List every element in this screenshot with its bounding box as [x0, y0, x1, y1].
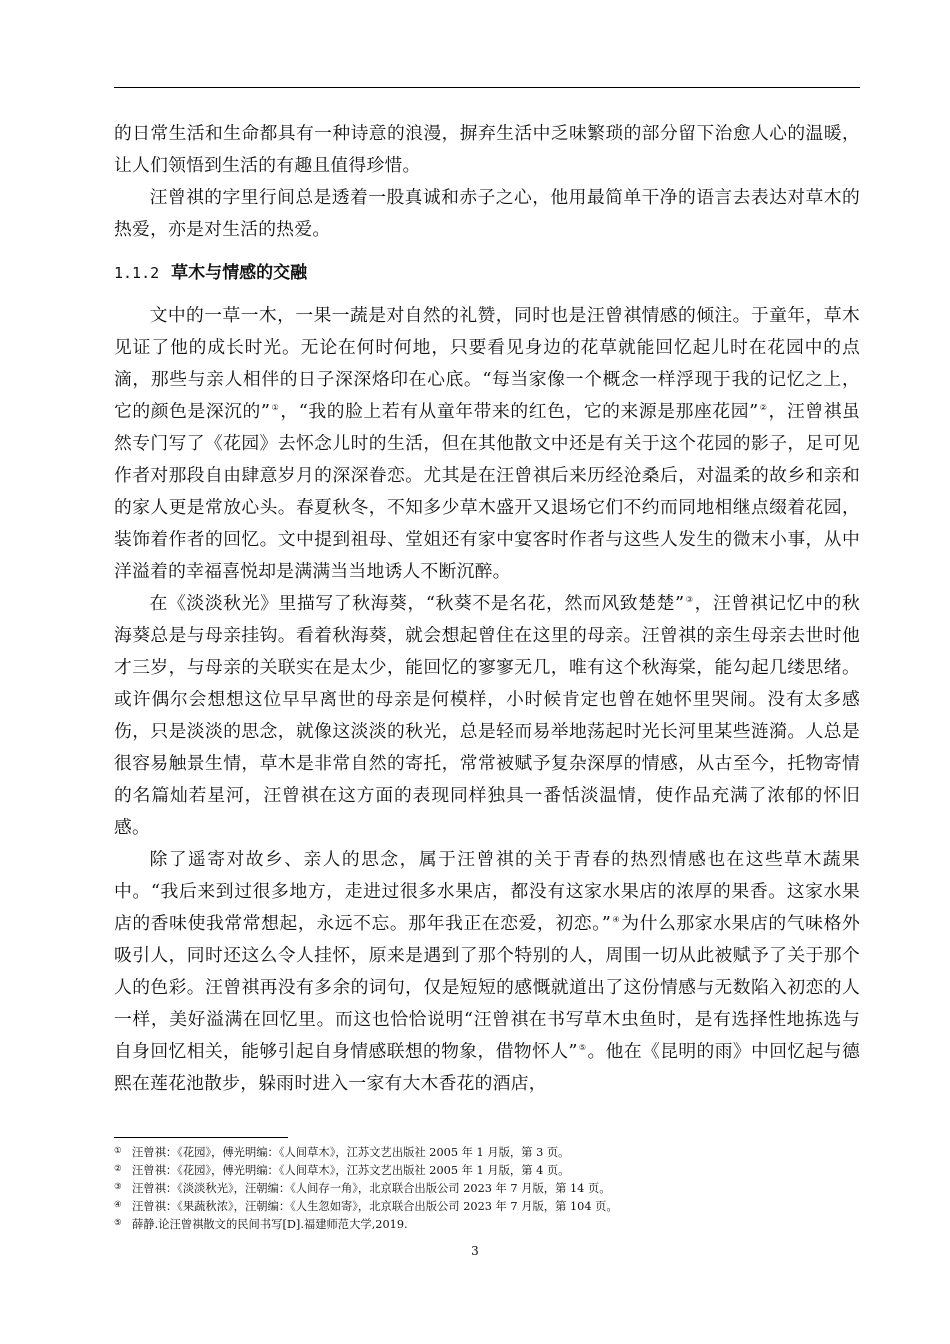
paragraph-sincerity: 汪曾祺的字里行间总是透着一股真诚和赤子之心，他用最简单干净的语言去表达对草木的热爱，亦是对生活的热爱。	[114, 187, 860, 240]
paragraph-continued: 的日常生活和生命都具有一种诗意的浪漫，摒弃生活中乏味繁琐的部分留下治愈人心的温暖，让人们领悟到生活的有趣且值得珍惜。	[114, 123, 860, 176]
footnote-ref-5[interactable]: ⑤	[578, 1042, 587, 1052]
footnote-mark: ③	[114, 1181, 122, 1192]
footnote-text: 汪曾祺：《果蔬秋浓》，汪朝编：《人生忽如寄》，北京联合出版公司 2023 年 7 月版，第 104 页。	[132, 1199, 618, 1213]
footnote-2	[114, 1161, 860, 1179]
paragraph-childhood: 文中的一草一木，一果一蔬是对自然的礼赞，同时也是汪曾祺情感的倾注。于童年，草木见证了他的成长时光。无论在何时何地，只要看见身边的花草就能回忆起儿时在花园中的点滴，那些与亲人相伴的日子深深烙印在心底。“每当家像一个概念一样浮现于我的记忆之上，它的颜色是深沉的”①，“我的脸上若有从童年带来的红色，它的来源是那座花园”②，汪曾祺虽然专门写了《花园》去怀念儿时的生活，但在其他散文中还是有关于这个花园的影子，足可见作者对那段自由肆意岁月的深深眷恋。尤其是在汪曾祺后来历经沧桑后，对温柔的故乡和亲和的家人更是常放心头。春夏秋冬，不知多少草木盛开又退场它们不约而同地相继点缀着花园，装饰着作者的回忆。文中提到祖母、堂姐还有家中宴客时作者与这些人发生的微末小事，从中洋溢着的幸福喜悦却是满满当当地诱人不断沉醉。	[114, 305, 861, 582]
body-text	[114, 118, 860, 1100]
footnote-text: 汪曾祺：《花园》，傅光明编：《人间草木》，江苏文艺出版社 2005 年 1 月版，第 3 页。	[132, 1145, 570, 1159]
footnotes	[114, 1143, 860, 1233]
footnote-1	[114, 1143, 860, 1161]
footnote-mark: ①	[114, 1146, 122, 1156]
footnote-3	[114, 1179, 860, 1197]
footnote-text: 薛静.论汪曾祺散文的民间书写[D].福建师范大学,2019.	[132, 1217, 408, 1231]
section-title: 草木与情感的交融	[171, 263, 308, 283]
footnote-4	[114, 1197, 860, 1215]
page-number: 3	[471, 1244, 479, 1258]
footnote-mark: ⑤	[114, 1217, 122, 1228]
footnote-ref-3[interactable]: ③	[685, 594, 694, 604]
section-number: 1.1.2	[114, 264, 160, 282]
footnote-ref-1[interactable]: ①	[271, 402, 280, 412]
section-heading	[114, 257, 860, 289]
footnote-text: 汪曾祺：《淡淡秋光》，汪朝编：《人间存一角》，北京联合出版公司 2023 年 7 月版，第 14 页。	[132, 1181, 611, 1195]
paragraph-autumn-light: 在《淡淡秋光》里描写了秋海葵，“秋葵不是名花，然而风致楚楚”③，汪曾祺记忆中的秋海葵总是与母亲挂钩。看着秋海葵，就会想起曾住在这里的母亲。汪曾祺的亲生母亲去世时他才三岁，与母亲的关联实在是太少，能回忆的寥寥无几，唯有这个秋海棠，能勾起几缕思绪。或许偶尔会想想这位早早离世的母亲是何模样，小时候肯定也曾在她怀里哭闹。没有太多感伤，只是淡淡的思念，就像这淡淡的秋光，总是轻而易举地荡起时光长河里某些涟漪。人总是很容易触景生情，草木是非常自然的寄托，常常被赋予复杂深厚的情感，从古至今，托物寄情的名篇灿若星河，汪曾祺在这方面的表现同样独具一番恬淡温情，使作品充满了浓郁的怀旧感。	[114, 593, 860, 838]
footnote-5	[114, 1215, 860, 1233]
footnote-mark: ④	[114, 1199, 122, 1210]
paragraph-youth: 除了遥寄对故乡、亲人的思念，属于汪曾祺的关于青春的热烈情感也在这些草木蔬果中。“我后来到过很多地方，走进过很多水果店，都没有这家水果店的浓厚的果香。这家水果店的香味使我常常想起，永远不忘。那年我正在恋爱，初恋。”④为什么那家水果店的气味格外吸引人，同时还这么令人挂怀，原来是遇到了那个特别的人，周围一切从此被赋予了关于那个人的色彩。汪曾祺再没有多余的词句，仅是短短的感慨就道出了这份情感与无数陷入初恋的人一样，美好溢满在回忆里。而这也恰恰说明“汪曾祺在书写草木虫鱼时，是有选择性地拣选与自身回忆相关，能够引起自身情感联想的物象，借物怀人”⑤。他在《昆明的雨》中回忆起与德熙在莲花池散步，躲雨时进入一家有大木香花的酒店，	[114, 849, 860, 1094]
footnote-separator	[114, 1137, 288, 1138]
footnote-mark: ②	[114, 1163, 122, 1174]
footnote-text: 汪曾祺：《花园》，傅光明编：《人间草木》，江苏文艺出版社 2005 年 1 月版，第 4 页。	[132, 1163, 570, 1177]
header-rule	[114, 87, 860, 88]
footnote-ref-4[interactable]: ④	[612, 914, 621, 924]
footnote-ref-2[interactable]: ②	[759, 402, 768, 412]
